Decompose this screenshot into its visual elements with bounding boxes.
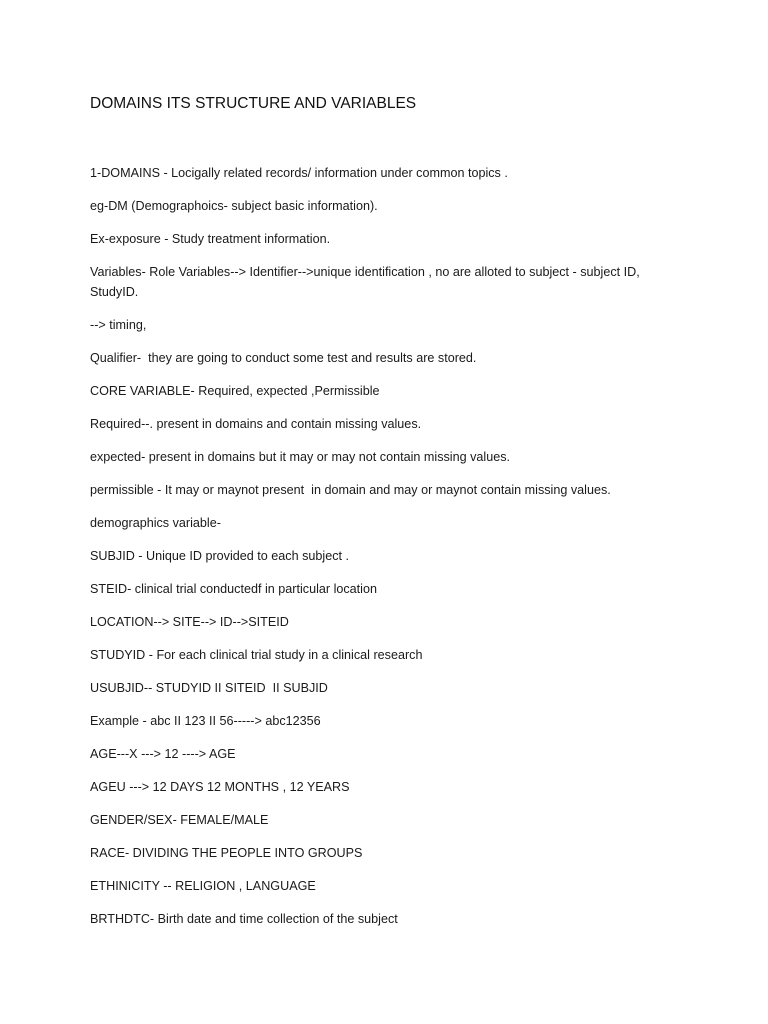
- paragraph-qualifier: Qualifier- they are going to conduct some test and results are stored.: [90, 351, 477, 365]
- paragraph-ethnicity: ETHINICITY -- RELIGION , LANGUAGE: [90, 879, 316, 893]
- paragraph-gender: GENDER/SEX- FEMALE/MALE: [90, 813, 269, 827]
- paragraph-ageu: AGEU ---> 12 DAYS 12 MONTHS , 12 YEARS: [90, 780, 350, 794]
- paragraph-required: Required--. present in domains and contain missing values.: [90, 417, 422, 431]
- paragraph-role-variables: Variables- Role Variables--> Identifier-->unique identification , no are alloted to subject - subject ID, StudyID.: [90, 265, 644, 299]
- paragraph-expected: expected- present in domains but it may or may not contain missing values.: [90, 450, 510, 464]
- paragraph-domains-definition: 1-DOMAINS - Locigally related records/ information under common topics .: [90, 166, 508, 180]
- paragraph-race: RACE- DIVIDING THE PEOPLE INTO GROUPS: [90, 846, 363, 860]
- paragraph-core-variable: CORE VARIABLE- Required, expected ,Permissible: [90, 384, 380, 398]
- paragraph-usubjid: USUBJID-- STUDYID II SITEID II SUBJID: [90, 681, 328, 695]
- paragraph-dm-example: eg-DM (Demographoics- subject basic information).: [90, 199, 378, 213]
- paragraph-example: Example - abc II 123 II 56-----> abc12356: [90, 714, 321, 728]
- page-title: DOMAINS ITS STRUCTURE AND VARIABLES: [90, 95, 417, 112]
- paragraph-subjid: SUBJID - Unique ID provided to each subject .: [90, 549, 349, 563]
- paragraph-timing: --> timing,: [90, 318, 147, 332]
- paragraph-ex-exposure: Ex-exposure - Study treatment information.: [90, 232, 331, 246]
- paragraph-steid: STEID- clinical trial conductedf in particular location: [90, 582, 377, 596]
- document-body: [90, 163, 660, 942]
- paragraph-location: LOCATION--> SITE--> ID-->SITEID: [90, 615, 289, 629]
- paragraph-studyid: STUDYID - For each clinical trial study in a clinical research: [90, 648, 423, 662]
- paragraph-demographics-variable: demographics variable-: [90, 516, 221, 530]
- paragraph-age: AGE---X ---> 12 ----> AGE: [90, 747, 236, 761]
- paragraph-permissible: permissible - It may or maynot present in domain and may or maynot contain missing values.: [90, 483, 611, 497]
- paragraph-brthdtc: BRTHDTC- Birth date and time collection of the subject: [90, 912, 398, 926]
